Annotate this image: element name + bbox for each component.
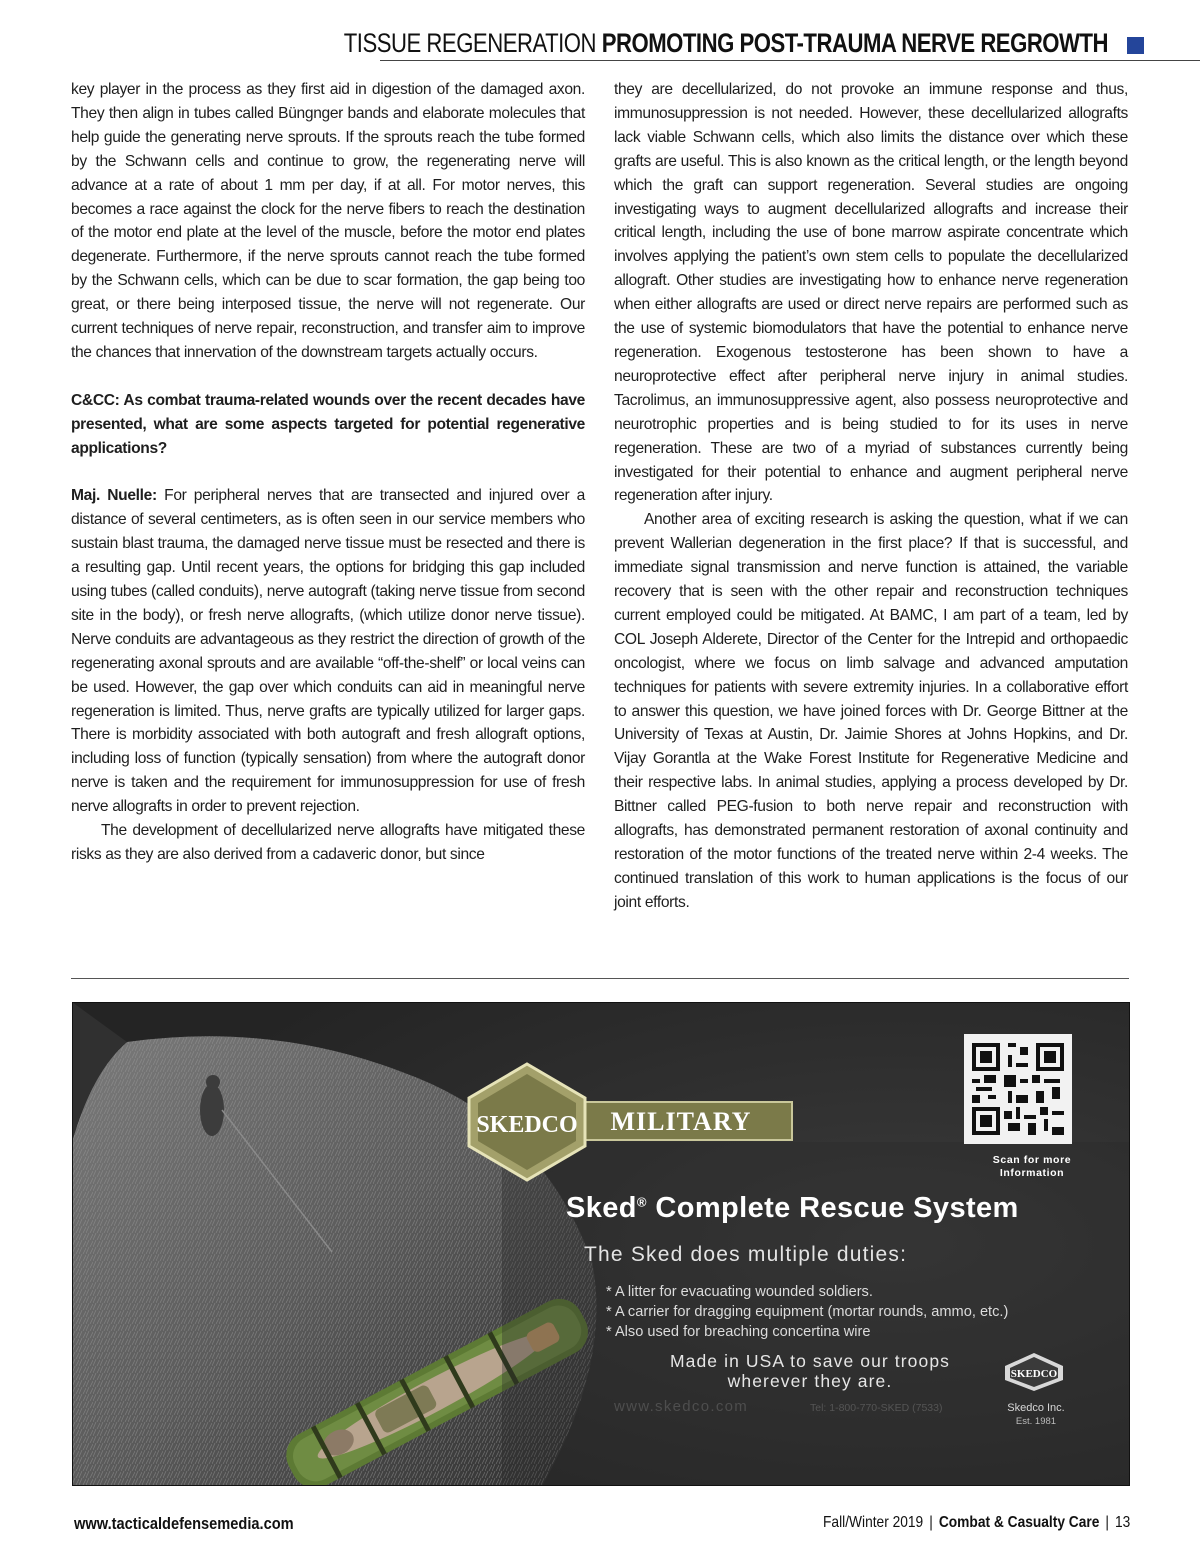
header-topic: PROMOTING POST-TRAUMA NERVE REGROWTH xyxy=(601,28,1108,58)
ad-company-name: Skedco Inc. xyxy=(1007,1402,1065,1414)
footer-magazine: Combat & Casualty Care xyxy=(938,1514,1100,1531)
ad-established: Est. 1981 xyxy=(1015,1416,1057,1427)
header-title xyxy=(344,28,1108,59)
footer-issue-info: Fall/Winter 2019 | Combat & Casualty Care | 13 xyxy=(822,1514,1130,1531)
qr-caption-line-2: Information xyxy=(999,1167,1065,1179)
ad-phone: Tel: 1-800-770-SKED (7533) xyxy=(810,1402,943,1414)
interview-question: C&CC: As combat trauma-related wounds over the recent decades have presented, what are some aspects targeted for potential regenerative applications? xyxy=(71,391,585,457)
header-section: TISSUE REGENERATION xyxy=(343,28,597,58)
footer-issue: Fall/Winter 2019 xyxy=(822,1514,923,1531)
left-paragraph-1: key player in the process as they first aid in digestion of the damaged axon. They then align in tubes called Büngnger bands and elaborate molecules that help guide the generating nerve sprouts. If the sprouts reach the tube formed by the Schwann cells and continue to grow, the regenerating nerve will advance at a rate of about 1 mm per day, if at all. For motor nerves, this becomes a race against the clock for the nerve fibers to reach the destination of the motor end plate at the level of the muscle, before the motor end plates degenerate. Furthermore, if the nerve sprouts cannot reach the tube formed by the Schwann cells, which can be due to scar formation, the gap being too great, or there being interposed tissue, the nerve will not regenerate. Our current techniques of nerve repair, reconstruction, and transfer aim to improve the chances that innervation of the downstream targets actually occurs. xyxy=(71,81,585,361)
ad-bullet: * A litter for evacuating wounded soldiers. xyxy=(606,1282,1008,1302)
ad-headline-brand: Sked xyxy=(566,1192,637,1224)
logo-text: SKEDCO xyxy=(476,1112,578,1138)
skedco-advertisement[interactable] xyxy=(72,1002,1130,1486)
left-column xyxy=(71,78,585,867)
footer-website-link[interactable]: www.tacticaldefensemedia.com xyxy=(74,1514,294,1533)
right-paragraph-2: Another area of exciting research is asking the question, what if we can prevent Wallerian degeneration in the first place? If that is successful, and immediate signal transmission and nerve function is attained, the variable recovery that is seen with the other repair and reconstruction techniques current employed could be mitigated. At BAMC, I am part of a team, led by COL Joseph Alderete, Director of the Center for the Intrepid and orthopaedic oncologist, where we focus on limb salvage and advanced amputation techniques for patients with severe extremity injuries. In a collaborative effort to answer this question, we have joined forces with Dr. George Bittner at the University of Texas at Austin, Dr. Jaimie Shores at Johns Hopkins, and Dr. Vijay Gorantla at the Wake Forest Institute for Regenerative Medicine and their respective labs. In animal studies, applying a process developed by Dr. Bittner called PEG-fusion to both nerve repair and reconstruction with allografts, has demonstrated permanent restoration of axonal continuity and restoration of the motor functions of the treated nerve within 2-4 weeks. The continued translation of this work to human applications is the focus of our joint efforts. xyxy=(614,511,1128,911)
answer-text: For peripheral nerves that are transected and injured over a distance of several centimeters, as is often seen in our service members who sustain blast trauma, the damaged nerve tissue must be resected and there is a resulting gap. Until recent years, the options for bridging this gap included using tubes (called conduits), nerve autograft (taking nerve tissue from second site in the body), or fresh nerve allografts, (which utilize donor nerve tissue). Nerve conduits are advantageous as they restrict the direction of growth of the regenerating axonal sprouts and are available “off-the-shelf” or local veins can be used. However, the gap over which conduits can aid in meaningful nerve regeneration is limited. Thus, nerve grafts are typically utilized for larger gaps. There is morbidity associated with both autograft and fresh allograft options, including loss of function (typically sensation) from where the autograft donor nerve is taken and the requirement for immunosuppression for use of fresh nerve allografts in order to prevent rejection. xyxy=(71,487,585,816)
badge-text: SKEDCO xyxy=(1010,1368,1058,1380)
ad-website-link[interactable]: www.skedco.com xyxy=(614,1398,749,1415)
qr-caption-line-1: Scan for more xyxy=(992,1154,1072,1166)
logo-badge: MILITARY xyxy=(610,1107,752,1136)
right-paragraph-1: they are decellularized, do not provoke an immune response and thus, immunosuppression is not needed. However, these decellularized allografts lack viable Schwann cells, which also limits the distance over which these grafts are useful. This is also known as the critical length, or the length beyond which the graft can support regeneration. Several studies are ongoing investigating ways to augment decellularized allografts and increase their critical length, including the use of bone marrow aspirate concentrate which involves applying the patient’s own stem cells to populate the decellularized allograft. Other studies are investigating how to enhance nerve regeneration when either allografts are used or direct nerve repairs are performed such as the use of systemic biomodulators that have the potential to enhance nerve regeneration. Exogenous testosterone has been shown to have a neuroprotective effect after peripheral nerve injury in animal studies. Tacrolimus, an immunosuppressive agent, also possess neuroprotective and neurotrophic properties and is being studied to for its uses in nerve regeneration. These are two of a myriad of substances currently being investigated for their potential to enhance and augment peripheral nerve regeneration after injury. xyxy=(614,81,1128,505)
ad-bullet: * A carrier for dragging equipment (mortar rounds, ammo, etc.) xyxy=(606,1302,1008,1322)
ad-subtitle: The Sked does multiple duties: xyxy=(584,1243,908,1266)
registered-mark: ® xyxy=(636,1194,647,1210)
right-column xyxy=(614,78,1128,915)
ad-border xyxy=(72,1002,1130,1486)
header-rule xyxy=(380,60,1200,61)
ad-tagline-line-1: Made in USA to save our troops xyxy=(669,1351,951,1371)
header-square-icon xyxy=(1127,37,1144,54)
interview-answer xyxy=(71,484,585,819)
running-header xyxy=(0,22,1200,64)
speaker-name: Maj. Nuelle: xyxy=(71,487,157,505)
ad-headline-rest: Complete Rescue System xyxy=(646,1192,1019,1224)
page-number: 13 xyxy=(1114,1514,1130,1531)
ad-tagline-line-2: wherever they are. xyxy=(727,1371,893,1391)
ad-bullet: * Also used for breaching concertina wire xyxy=(606,1322,1008,1342)
page-footer xyxy=(0,1514,1200,1538)
ad-divider xyxy=(71,978,1129,979)
left-paragraph-3: The development of decellularized nerve allografts have mitigated these risks as they are also derived from a cadaveric donor, but since xyxy=(71,822,585,863)
